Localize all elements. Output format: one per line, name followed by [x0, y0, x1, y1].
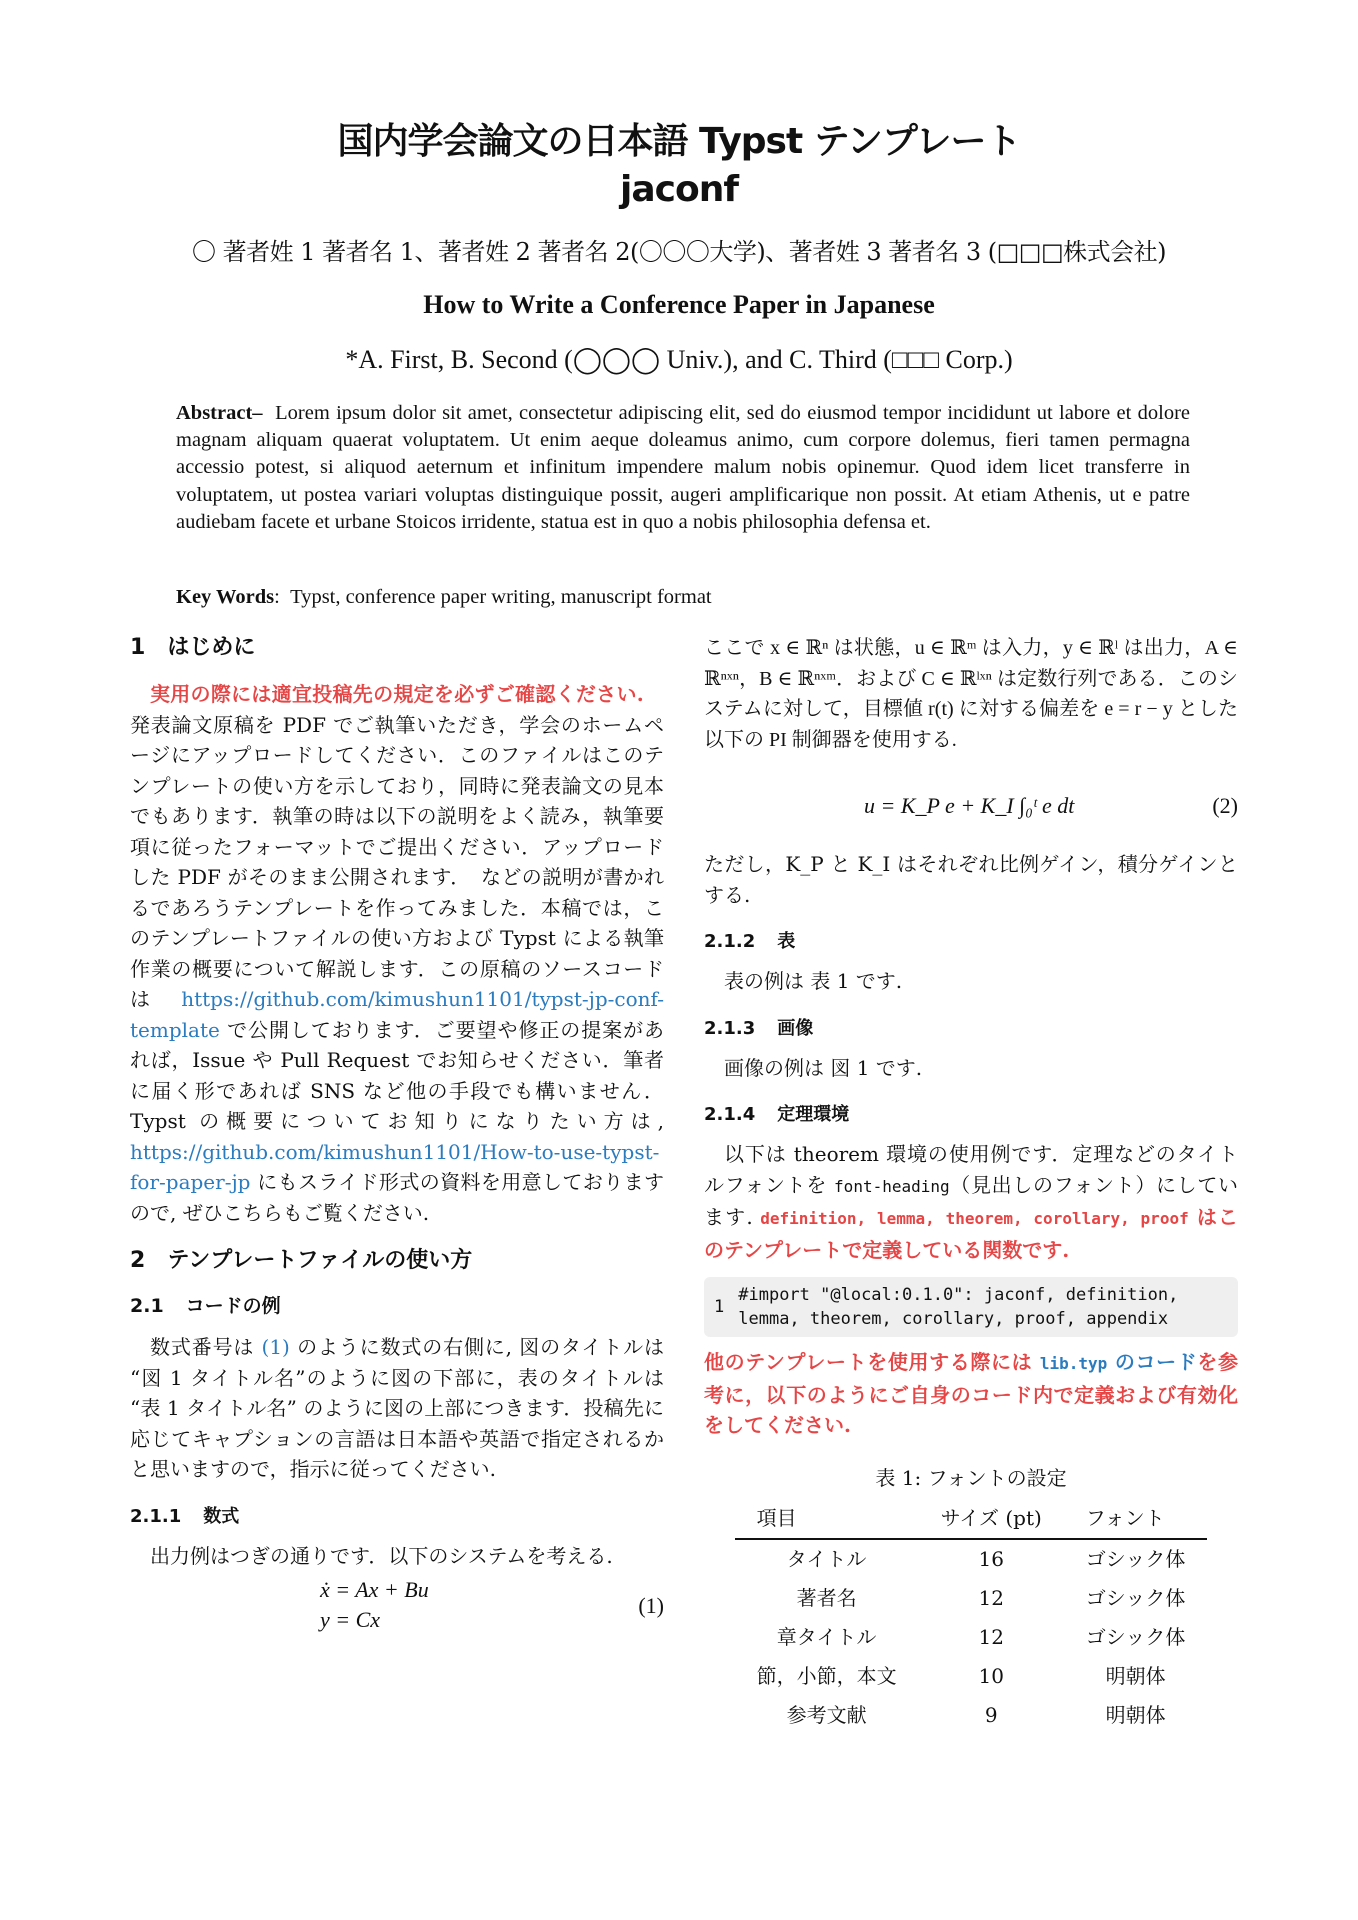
subsubsection-number: 2.1.3	[704, 1017, 756, 1039]
table-cell: ゴシック体	[1085, 1546, 1186, 1571]
code-example-paragraph	[130, 1332, 664, 1485]
table-header-cell: 項目	[735, 1501, 919, 1539]
table-cell: 節，小節，本文	[756, 1663, 897, 1688]
template-usage-note	[704, 1347, 1238, 1441]
theorem-paragraph	[704, 1139, 1238, 1265]
subsubsection-2-1-2-heading	[704, 928, 1238, 956]
authors-ja: 〇 著者姓 1 著者名 1、著者姓 2 著者名 2(〇〇〇大学)、著者姓 3 著者名 3 (□□□株式会社)	[191, 238, 1166, 266]
table-cell: 12	[978, 1624, 1004, 1649]
intro-text-2: で公開しております．ご要望や修正の提案があれば，Issue や Pull Request でお知らせください．筆者に届く形であれば SNS など他の手段でも構いません．Typst の概要についてお知りになりたい方は,	[130, 1017, 664, 1133]
equation-2	[704, 773, 1238, 843]
subsubsection-number: 2.1.4	[704, 1104, 756, 1125]
note-text-b: のコード	[1107, 1350, 1198, 1374]
theorem-functions-note: はこのテンプレートで定義している関数です.	[704, 1205, 1239, 1262]
keywords-text: Typst, conference paper writing, manuscript format	[290, 586, 712, 608]
abstract-text: Lorem ipsum dolor sit amet, consectetur adipiscing elit, sed do eiusmod tempor incididunt ut labore et dolore magnam aliquam quaerat voluptatem. Ut enim aeque doleamus animo, cum corpore dolemus, fieri tamen permagna accessio potest, si aliquod aeternum et infinitum impendere malum nobis opinemur. Quod idem licet transferre in voluptatem, ut postea variari voluptas distinguique possit, augeri amplificarique non possit. At etiam Athenis, ut e patre audiebam facete et urbane Stoicos irridente, statua est in quo a nobis philosophia defensa et.	[176, 402, 1190, 533]
subsubsection-title: 定理環境	[777, 1104, 850, 1125]
paper-title	[0, 118, 1358, 214]
table-cell: 10	[978, 1663, 1004, 1688]
table-cell: 参考文献	[786, 1702, 867, 1727]
paper-title-line2: jaconf	[620, 169, 738, 210]
paper-title-en: How to Write a Conference Paper in Japanese	[423, 290, 935, 319]
table-cell: 16	[978, 1546, 1004, 1571]
equation-1-number: (1)	[638, 1593, 664, 1618]
code-text-b: のように数式の右側に, 図のタイトルは “図 1 タイトル名”のように図の下部に，表のタイトルは “表 1 タイトル名” のように図の上部につきます．投稿先に応じてキャプションの言語は日本語や英語で指定されるかと思いますので，指示に従ってください.	[130, 1335, 664, 1481]
gain-explanation: ただし，K_P と K_I はそれぞれ比例ゲイン，積分ゲインとする.	[704, 852, 1238, 907]
equation-intro: 出力例はつぎの通りです．以下のシステムを考える.	[150, 1543, 613, 1568]
keywords: Key Words: Typst, conference paper writing, manuscript format	[176, 586, 712, 608]
table-cell: 9	[984, 1702, 998, 1727]
section-title: はじめに	[167, 635, 256, 660]
theorem-functions-code: definition, lemma, theorem, corollary, proof	[760, 1209, 1189, 1228]
table-cell: 著者名	[796, 1585, 857, 1610]
code-text-a: 数式番号は	[150, 1335, 262, 1359]
table-cell: 明朝体	[1105, 1702, 1166, 1727]
font-settings-table	[735, 1501, 1208, 1735]
section-1-heading	[130, 633, 664, 663]
table-header-cell: サイズ (pt)	[919, 1501, 1064, 1539]
paper-title-line1: 国内学会論文の日本語 Typst テンプレート	[337, 121, 1021, 162]
table-row	[735, 1696, 1208, 1735]
section-number: 1	[130, 635, 146, 660]
note-text-a: 他のテンプレートを使用する際には	[704, 1350, 1040, 1374]
equation-1	[130, 1575, 664, 1639]
theorem-text-2: （見出しのフォント）にしています.	[704, 1172, 1239, 1229]
section-2-heading	[130, 1246, 664, 1276]
subsubsection-2-1-1-heading	[130, 1503, 664, 1531]
authors-en: *A. First, B. Second (◯◯◯ Univ.), and C. Third (□□□ Corp.)	[345, 345, 1013, 374]
code-block	[704, 1277, 1238, 1337]
subsubsection-2-1-3-heading	[704, 1015, 1238, 1043]
subsection-2-1-heading	[130, 1292, 664, 1320]
subsubsection-title: 画像	[777, 1017, 814, 1039]
intro-text-3: にもスライド形式の資料を用意しておりますので, ぜひこちらもご覧ください.	[130, 1170, 664, 1225]
section-title: テンプレートファイルの使い方	[167, 1248, 473, 1273]
equation-2-number: (2)	[1212, 793, 1238, 818]
table-row	[735, 1539, 1208, 1579]
abstract	[176, 400, 1190, 536]
left-column	[130, 633, 664, 1649]
intro-text-1: 発表論文原稿を PDF でご執筆いただき，学会のホームページにアップロードしてください．このファイルはこのテンプレートの使い方を示しており，同時に発表論文の見本でもあります．執筆の時は以下の説明をよく読み，執筆要項に従ったフォーマットでご提出ください．アップロードした PDF がそのまま公開されます． などの説明が書かれるであろうテンプレートを作ってみました．本稿では，このテンプレートファイルの使い方および Typst による執筆作業の概要について解説します．この原稿のソースコードは	[130, 682, 664, 1011]
subsection-number: 2.1	[130, 1295, 164, 1317]
note-text-c: を参考に，以下のようにご自身のコード内で定義および有効化をしてください.	[704, 1350, 1239, 1437]
image-example-text: 画像の例は 図 1 です.	[724, 1055, 923, 1080]
section-number: 2	[130, 1248, 146, 1273]
table-cell: ゴシック体	[1085, 1585, 1186, 1610]
right-column	[704, 633, 1238, 1735]
code-content: #import "@local:0.1.0": jaconf, definition, lemma, theorem, corollary, proof, appendix	[738, 1285, 1179, 1329]
equation-ref-link[interactable]: (1)	[261, 1335, 290, 1359]
table-cell: 章タイトル	[776, 1624, 877, 1649]
table-header-row	[735, 1501, 1208, 1539]
abstract-label: Abstract–	[176, 402, 263, 424]
subsubsection-2-1-4-heading	[704, 1101, 1238, 1129]
font-heading-code: font-heading	[834, 1176, 950, 1196]
warning-text: 実用の際には適宜投稿先の規定を必ずご確認ください.	[150, 682, 644, 706]
table-cell: 12	[978, 1585, 1004, 1610]
equation-1-line2: y = Cx	[320, 1607, 381, 1632]
equation-explanation: ここで x ∈ ℝⁿ は状態，u ∈ ℝᵐ は入力，y ∈ ℝˡ は出力，A ∈ ℝⁿˣⁿ，B ∈ ℝⁿˣᵐ．および C ∈ ℝˡˣⁿ は定数行列である．このシステムに対して，目標値 r(t) に対する偏差を e = r − y とした以下の PI 制御器を使用する.	[704, 637, 1238, 751]
table-header-cell: フォント	[1064, 1501, 1208, 1539]
equation-2-body: u = K_P e + K_I ∫₀ᵗ e dt	[864, 793, 1075, 818]
equation-1-line1: ẋ = Ax + Bu	[320, 1577, 429, 1602]
table-row	[735, 1579, 1208, 1618]
slides-link[interactable]: https://github.com/kimushun1101/How-to-use-typst-for-paper-jp	[130, 1139, 660, 1194]
table-cell: タイトル	[786, 1546, 867, 1571]
subsubsection-number: 2.1.2	[704, 931, 756, 952]
subsubsection-number: 2.1.1	[130, 1505, 182, 1527]
equation-1-body	[320, 1575, 429, 1635]
theorem-text-1: 以下は theorem 環境の使用例です．定理などのタイトルフォントを	[704, 1142, 1238, 1197]
keywords-label: Key Words	[176, 586, 275, 608]
table-row	[735, 1657, 1208, 1696]
subsection-title: コードの例	[185, 1295, 281, 1317]
table-caption: 表 1: フォントの設定	[875, 1465, 1067, 1490]
lib-typ-code: lib.typ	[1039, 1354, 1108, 1373]
table-cell: ゴシック体	[1085, 1624, 1186, 1649]
subsubsection-title: 表	[777, 931, 796, 952]
intro-paragraph	[130, 679, 664, 1228]
subsubsection-title: 数式	[203, 1505, 240, 1527]
table-example-text: 表の例は 表 1 です.	[724, 969, 903, 993]
source-code-link[interactable]: https://github.com/kimushun1101/typst-jp-conf-template	[130, 987, 664, 1042]
table-cell: 明朝体	[1105, 1663, 1166, 1688]
table-row	[735, 1618, 1208, 1657]
code-line-number: 1	[714, 1297, 725, 1317]
